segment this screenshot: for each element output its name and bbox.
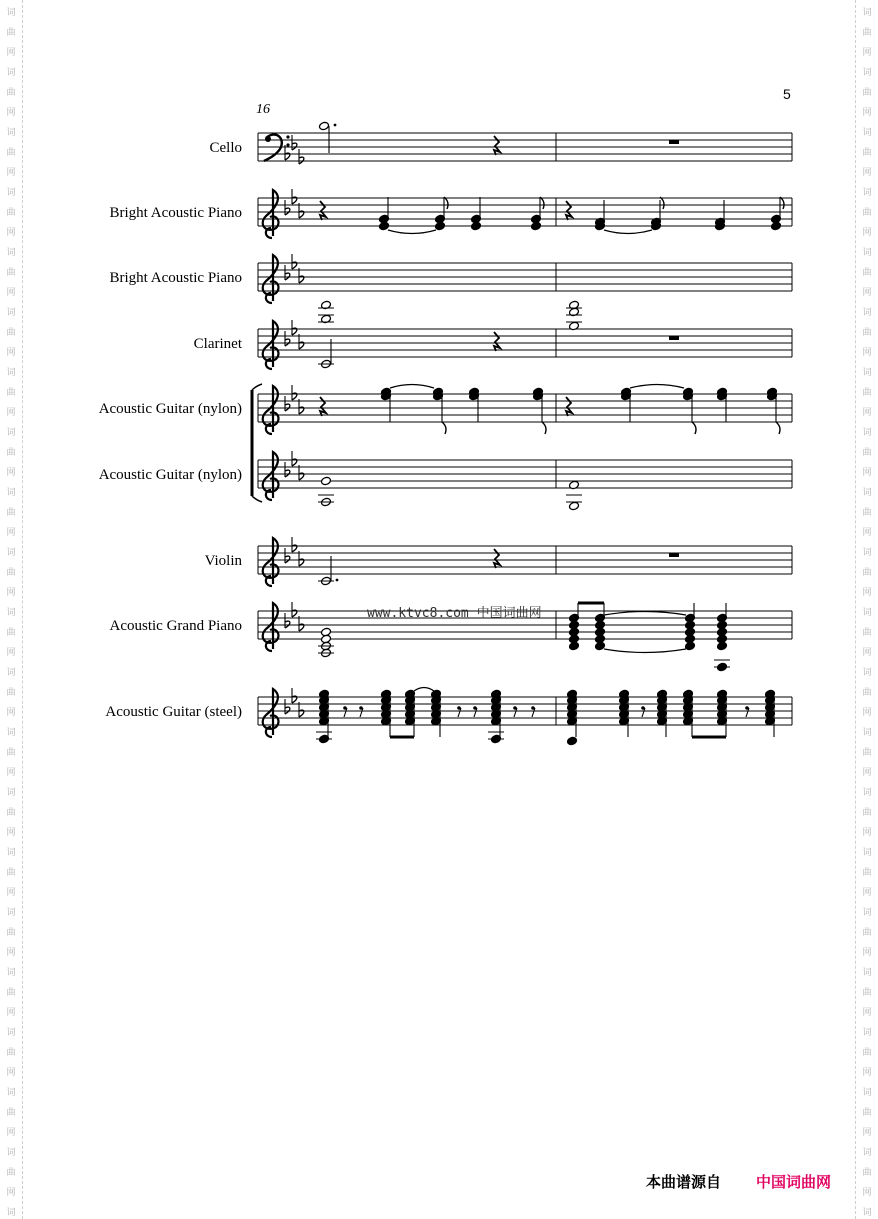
strip-glyph: 词 (862, 968, 872, 978)
strip-glyph: 词 (6, 1088, 16, 1098)
tie (414, 688, 434, 692)
strip-glyph: 网 (862, 288, 872, 298)
strip-glyph: 曲 (862, 88, 872, 98)
strip-glyph: 网 (862, 888, 872, 898)
bass-clef-icon (286, 135, 289, 138)
treble-clef-icon (263, 689, 279, 737)
label-nylon-guitar-1: Acoustic Guitar (nylon) (98, 401, 242, 417)
label-nylon-guitar-2: Acoustic Guitar (nylon) (98, 467, 242, 483)
quarter-rest (566, 201, 572, 220)
strip-glyph: 网 (6, 708, 16, 718)
strip-glyph: 词 (862, 668, 872, 678)
strip-glyph: 曲 (6, 1108, 16, 1118)
strip-glyph: 词 (862, 728, 872, 738)
strip-glyph: 曲 (862, 448, 872, 458)
strip-glyph: 曲 (6, 568, 16, 578)
strip-glyph: 曲 (862, 1048, 872, 1058)
bass-clef-icon (286, 143, 289, 146)
strip-glyph: 曲 (862, 28, 872, 38)
strip-glyph: 曲 (6, 268, 16, 278)
strip-glyph: 词 (862, 1028, 872, 1038)
strip-glyph: 曲 (862, 928, 872, 938)
strip-glyph: 曲 (862, 148, 872, 158)
note-head (771, 221, 782, 231)
strip-glyph: 词 (6, 548, 16, 558)
tie (390, 385, 434, 389)
tie (604, 612, 686, 616)
strip-glyph: 词 (862, 788, 872, 798)
strip-glyph: 词 (862, 548, 872, 558)
strip-glyph: 曲 (862, 208, 872, 218)
strip-glyph: 曲 (862, 868, 872, 878)
watermark: www.ktvc8.com 中国词曲网 (367, 606, 542, 621)
note-head (569, 501, 580, 511)
quarter-rest (494, 136, 500, 155)
strip-glyph: 曲 (6, 748, 16, 758)
strip-glyph: 网 (862, 948, 872, 958)
footer-brand: 中国词曲网 (756, 1173, 832, 1191)
strip-glyph: 网 (862, 228, 872, 238)
strip-glyph: 词 (6, 248, 16, 258)
strip-glyph: 网 (6, 528, 16, 538)
strip-glyph: 曲 (862, 568, 872, 578)
note-flag (444, 197, 448, 209)
strip-glyph: 词 (6, 1028, 16, 1038)
strip-glyph: 网 (862, 648, 872, 658)
strip-glyph: 曲 (862, 328, 872, 338)
strip-glyph: 词 (862, 908, 872, 918)
strip-glyph: 词 (6, 128, 16, 138)
label-violin: Violin (204, 553, 242, 569)
strip-glyph: 网 (6, 48, 16, 58)
treble-clef-icon (263, 452, 279, 500)
strip-glyph: 词 (6, 908, 16, 918)
strip-glyph: 曲 (862, 1108, 872, 1118)
note-head (531, 221, 542, 231)
footer-source-label: 本曲谱源自 (646, 1173, 722, 1191)
quarter-rest (566, 397, 572, 416)
strip-glyph: 词 (6, 1148, 16, 1158)
strip-glyph: 网 (862, 1008, 872, 1018)
strip-glyph: 词 (6, 668, 16, 678)
strip-glyph: 曲 (6, 328, 16, 338)
strip-glyph: 曲 (6, 988, 16, 998)
strip-glyph: 网 (6, 948, 16, 958)
tie (604, 649, 686, 653)
quarter-rest (320, 397, 326, 416)
note-flag (692, 422, 696, 434)
strip-glyph: 词 (862, 248, 872, 258)
strip-glyph: 网 (862, 828, 872, 838)
strip-glyph: 网 (862, 1128, 872, 1138)
strip-glyph: 词 (6, 368, 16, 378)
note-flag (540, 197, 544, 209)
strip-glyph: 网 (6, 1068, 16, 1078)
flat-sign (299, 157, 304, 164)
label-bright-piano-1: Bright Acoustic Piano (109, 205, 242, 221)
strip-glyph: 网 (6, 288, 16, 298)
strip-glyph: 曲 (862, 268, 872, 278)
strip-glyph: 网 (862, 1188, 872, 1198)
strip-glyph: 网 (862, 1068, 872, 1078)
strip-glyph: 词 (6, 68, 16, 78)
note-head (321, 476, 332, 486)
strip-glyph: 词 (6, 428, 16, 438)
strip-glyph: 网 (6, 888, 16, 898)
strip-glyph: 曲 (6, 508, 16, 518)
strip-glyph: 词 (6, 8, 16, 18)
strip-glyph: 曲 (862, 808, 872, 818)
strip-glyph: 网 (6, 228, 16, 238)
note-head (685, 641, 696, 651)
note-flag (780, 197, 784, 209)
quarter-rest (494, 549, 500, 568)
label-bright-piano-2: Bright Acoustic Piano (109, 270, 242, 286)
strip-glyph: 词 (862, 488, 872, 498)
treble-clef-icon (263, 538, 279, 586)
note-flag (442, 422, 446, 434)
strip-glyph: 网 (862, 48, 872, 58)
strip-glyph: 曲 (6, 1168, 16, 1178)
dot (336, 579, 339, 582)
strip-glyph: 词 (862, 1148, 872, 1158)
note-head (569, 641, 580, 651)
strip-glyph: 词 (6, 308, 16, 318)
strip-glyph: 网 (6, 828, 16, 838)
note-head (717, 641, 728, 651)
strip-glyph: 词 (6, 188, 16, 198)
strip-glyph: 曲 (6, 88, 16, 98)
flat-sign (285, 556, 290, 563)
strip-glyph: 网 (6, 1008, 16, 1018)
treble-clef-icon (263, 255, 279, 303)
treble-clef-icon (263, 190, 279, 238)
strip-glyph: 词 (6, 488, 16, 498)
quarter-rest (320, 201, 326, 220)
strip-glyph: 词 (862, 8, 872, 18)
strip-glyph: 曲 (862, 748, 872, 758)
strip-glyph: 曲 (6, 28, 16, 38)
treble-clef-icon (263, 321, 279, 369)
strip-glyph: 词 (862, 308, 872, 318)
label-grand-piano: Acoustic Grand Piano (109, 618, 242, 634)
strip-glyph: 曲 (862, 508, 872, 518)
treble-clef-icon (263, 603, 279, 651)
flat-sign (285, 339, 290, 346)
strip-glyph: 词 (6, 608, 16, 618)
page-number: 5 (783, 86, 791, 102)
tie (388, 230, 436, 234)
strip-glyph: 网 (862, 468, 872, 478)
note-flag (542, 422, 546, 434)
label-steel-guitar: Acoustic Guitar (steel) (105, 704, 242, 720)
strip-glyph: 网 (6, 108, 16, 118)
note-flag (776, 422, 780, 434)
strip-glyph: 网 (862, 528, 872, 538)
whole-rest (669, 140, 679, 144)
note-flag (660, 197, 664, 209)
strip-glyph: 网 (862, 348, 872, 358)
strip-glyph: 网 (6, 648, 16, 658)
label-cello: Cello (209, 140, 242, 156)
strip-glyph: 网 (6, 408, 16, 418)
strip-glyph: 词 (6, 1208, 16, 1218)
label-clarinet: Clarinet (193, 336, 242, 352)
measure-number: 16 (256, 102, 270, 117)
flat-sign (285, 208, 290, 215)
flat-sign (292, 143, 297, 150)
strip-glyph: 词 (6, 968, 16, 978)
strip-glyph: 曲 (862, 388, 872, 398)
strip-glyph: 网 (6, 768, 16, 778)
flat-sign (285, 273, 290, 280)
whole-rest (669, 336, 679, 340)
strip-glyph: 网 (6, 168, 16, 178)
strip-glyph: 曲 (862, 688, 872, 698)
strip-glyph: 网 (6, 1128, 16, 1138)
note-head (379, 221, 390, 231)
strip-glyph: 网 (862, 108, 872, 118)
strip-glyph: 词 (862, 848, 872, 858)
strip-glyph: 词 (862, 1208, 872, 1218)
strip-glyph: 曲 (6, 868, 16, 878)
strip-glyph: 网 (862, 408, 872, 418)
flat-sign (285, 707, 290, 714)
strip-glyph: 网 (862, 588, 872, 598)
strip-glyph: 曲 (862, 628, 872, 638)
note-head (471, 221, 482, 231)
note-head (567, 736, 578, 746)
strip-glyph: 网 (862, 708, 872, 718)
flat-sign (285, 404, 290, 411)
quarter-rest (494, 332, 500, 351)
strip-glyph: 网 (862, 768, 872, 778)
strip-glyph: 曲 (6, 808, 16, 818)
whole-rest (669, 553, 679, 557)
treble-clef-icon (263, 386, 279, 434)
strip-glyph: 词 (6, 788, 16, 798)
strip-glyph: 曲 (6, 208, 16, 218)
strip-glyph: 曲 (862, 1168, 872, 1178)
strip-glyph: 网 (6, 468, 16, 478)
strip-glyph: 词 (862, 1088, 872, 1098)
strip-glyph: 词 (862, 128, 872, 138)
strip-glyph: 词 (862, 68, 872, 78)
strip-glyph: 曲 (6, 448, 16, 458)
strip-glyph: 曲 (6, 688, 16, 698)
strip-glyph: 词 (862, 428, 872, 438)
strip-glyph: 曲 (6, 148, 16, 158)
strip-glyph: 词 (6, 848, 16, 858)
strip-glyph: 词 (6, 728, 16, 738)
tie (604, 230, 652, 234)
note-head (319, 121, 330, 131)
dot (334, 124, 337, 127)
strip-glyph: 网 (6, 348, 16, 358)
strip-glyph: 网 (6, 1188, 16, 1198)
strip-glyph: 曲 (6, 388, 16, 398)
strip-glyph: 网 (6, 588, 16, 598)
note-head (595, 641, 606, 651)
strip-glyph: 曲 (6, 928, 16, 938)
strip-glyph: 曲 (6, 1048, 16, 1058)
strip-glyph: 曲 (6, 628, 16, 638)
bass-clef-icon (265, 136, 271, 142)
tie (630, 385, 684, 389)
flat-sign (285, 470, 290, 477)
note-head (435, 221, 446, 231)
strip-glyph: 网 (862, 168, 872, 178)
strip-glyph: 词 (862, 608, 872, 618)
strip-glyph: 词 (862, 368, 872, 378)
strip-glyph: 曲 (862, 988, 872, 998)
strip-glyph: 词 (862, 188, 872, 198)
flat-sign (285, 621, 290, 628)
